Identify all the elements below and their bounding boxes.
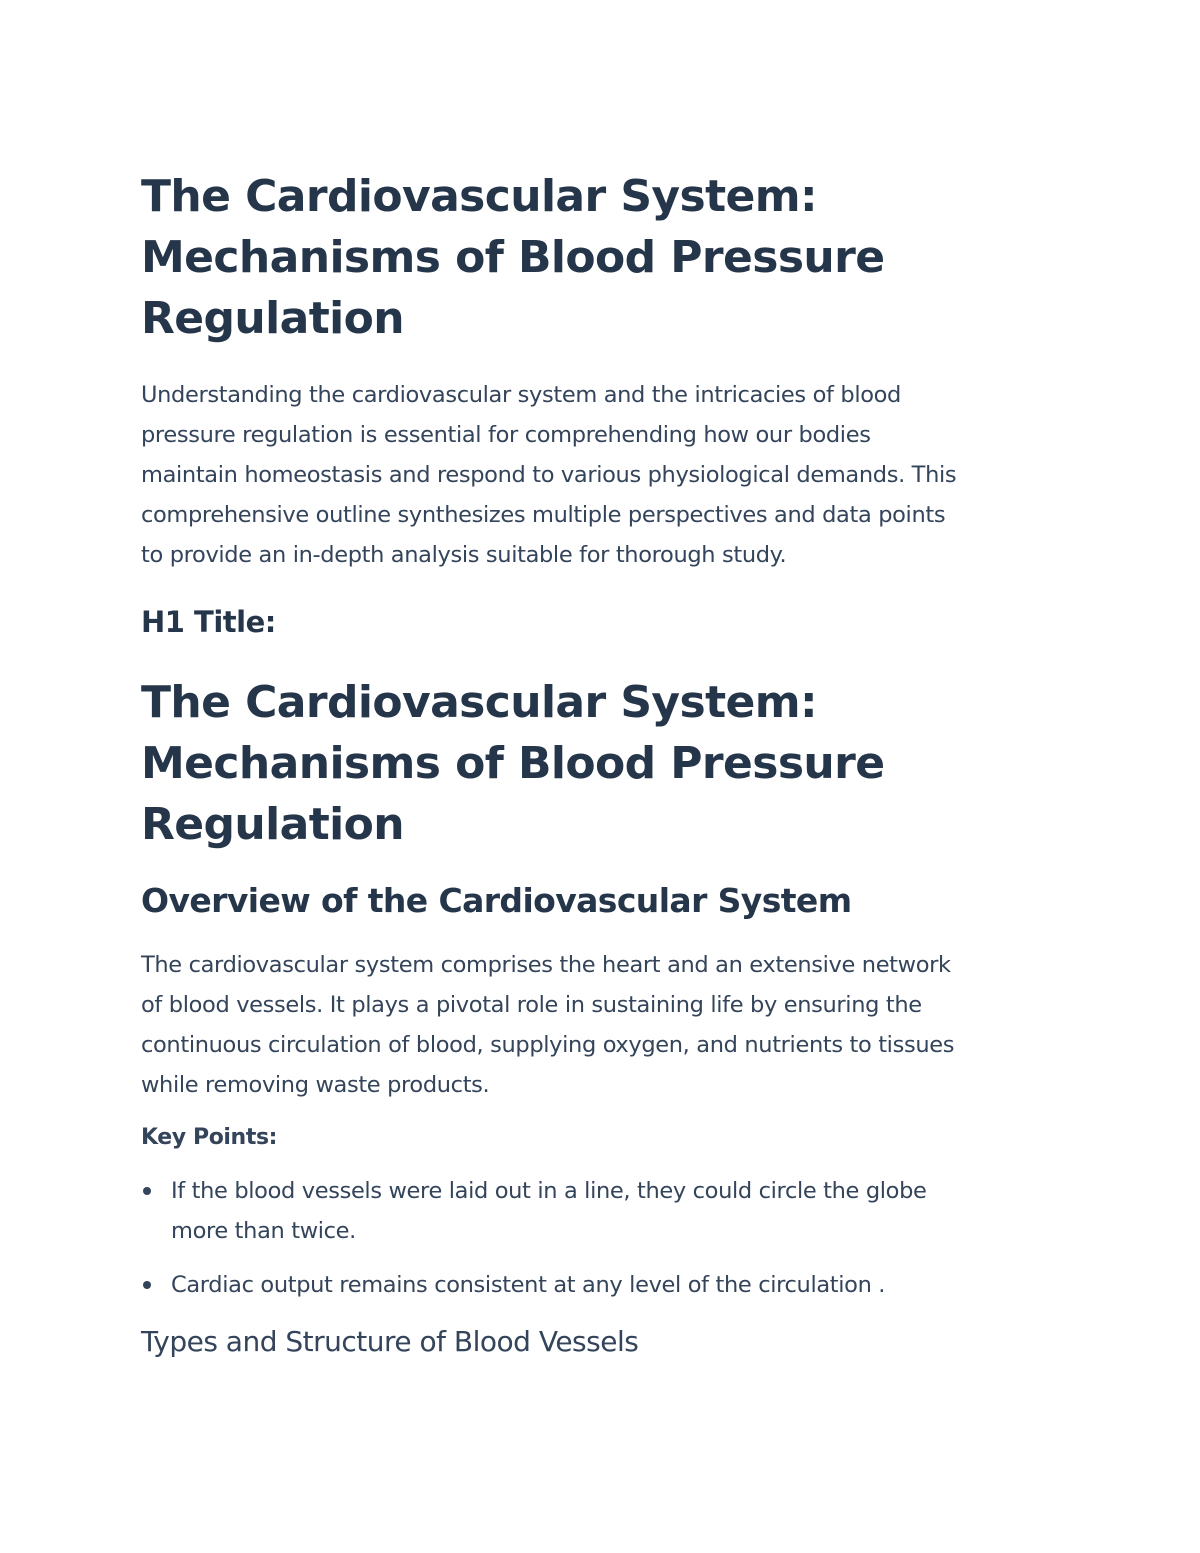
overview-line: of blood vessels. It plays a pivotal role in sustaining life by ensuring the <box>141 992 922 1018</box>
key-points-label: Key Points: <box>141 1125 278 1150</box>
bullet-icon <box>143 1187 151 1195</box>
list-item <box>141 1265 1061 1305</box>
title-line: Mechanisms of Blood Pressure <box>141 232 885 283</box>
list-item-line: more than twice. <box>171 1218 356 1244</box>
h1-label: H1 Title: <box>141 605 276 639</box>
list-item-line: Cardiac output remains consistent at any level of the circulation . <box>171 1272 886 1298</box>
list-item-line: If the blood vessels were laid out in a line, they could circle the globe <box>171 1178 927 1204</box>
bullet-icon <box>143 1281 151 1289</box>
document-title <box>141 166 901 349</box>
title-line: Regulation <box>141 293 404 344</box>
title-line: The Cardiovascular System: <box>141 171 818 222</box>
h1-title-line: The Cardiovascular System: <box>141 677 818 728</box>
h1-title <box>141 672 901 855</box>
list-item <box>141 1171 1061 1251</box>
intro-line: maintain homeostasis and respond to various physiological demands. This <box>141 462 957 488</box>
overview-line: continuous circulation of blood, supplying oxygen, and nutrients to tissues <box>141 1032 955 1058</box>
h1-title-line: Regulation <box>141 799 404 850</box>
overview-paragraph <box>141 945 1061 1105</box>
intro-line: comprehensive outline synthesizes multiple perspectives and data points <box>141 502 946 528</box>
overview-line: while removing waste products. <box>141 1072 490 1098</box>
intro-line: pressure regulation is essential for comprehending how our bodies <box>141 422 871 448</box>
intro-line: to provide an in-depth analysis suitable for thorough study. <box>141 542 787 568</box>
intro-line: Understanding the cardiovascular system and the intricacies of blood <box>141 382 901 408</box>
document-page <box>141 166 1061 1362</box>
overview-line: The cardiovascular system comprises the heart and an extensive network <box>141 952 951 978</box>
intro-paragraph <box>141 375 1061 575</box>
types-heading: Types and Structure of Blood Vessels <box>141 1325 639 1358</box>
overview-heading: Overview of the Cardiovascular System <box>141 881 852 920</box>
key-points-list <box>141 1171 1061 1305</box>
h1-title-line: Mechanisms of Blood Pressure <box>141 738 885 789</box>
